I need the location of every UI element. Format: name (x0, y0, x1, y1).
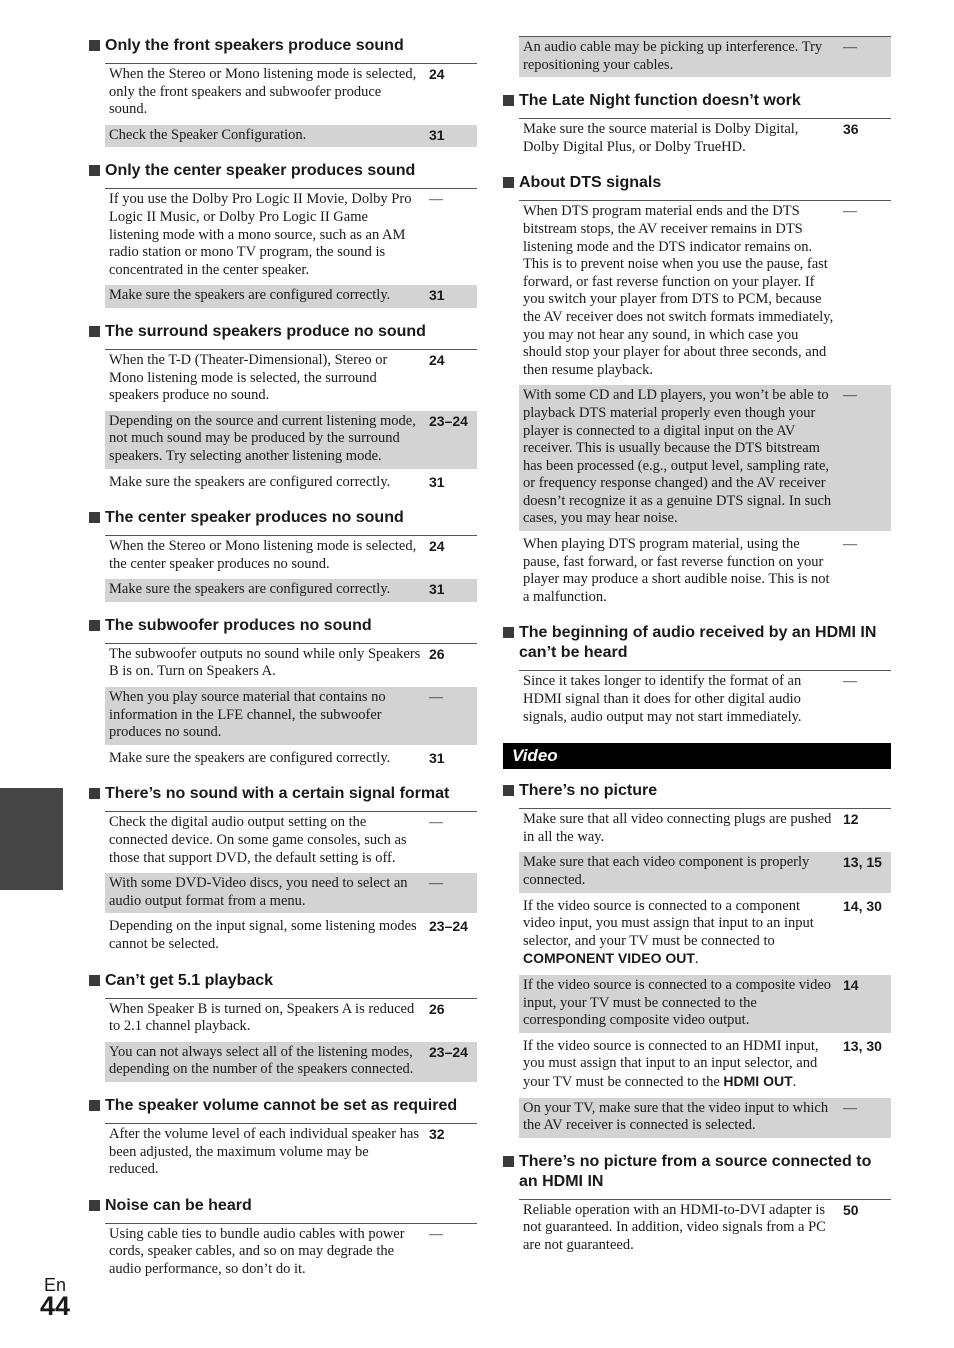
solution-text-body: Make sure that each video component is properly connected. (523, 854, 810, 888)
section-heading (89, 616, 477, 636)
table-row (105, 579, 477, 602)
page-reference: 14, 30 (843, 897, 882, 914)
page-reference: 13, 15 (843, 854, 882, 871)
solution-table (105, 188, 477, 308)
table-row (105, 64, 477, 122)
troubleshooting-section (503, 173, 891, 609)
table-row (105, 748, 477, 771)
section-title: There’s no sound with a certain signal format (105, 785, 450, 803)
page-reference: — (429, 815, 443, 831)
solution-text (523, 121, 841, 156)
solution-text (109, 646, 427, 681)
solution-text-body: Check the Speaker Configuration. (109, 126, 307, 143)
solution-text (109, 1001, 427, 1036)
sentence-end: . (792, 1073, 797, 1090)
solution-table (519, 1199, 891, 1258)
troubleshooting-section (89, 508, 477, 602)
page-reference: — (429, 1226, 443, 1242)
page-reference: — (843, 388, 857, 404)
solution-text (109, 1126, 427, 1179)
page-reference: 26 (429, 645, 445, 662)
solution-text (109, 413, 427, 466)
solution-text (109, 1044, 427, 1079)
page-reference: 24 (429, 538, 445, 555)
solution-table (519, 200, 891, 609)
table-row (105, 687, 477, 745)
table-row (105, 644, 477, 684)
solution-text (523, 811, 841, 846)
page-reference: 24 (429, 351, 445, 368)
left-column (89, 36, 477, 1296)
solution-text-body: When Speaker B is turned on, Speakers A is reduced to 2.1 channel playback. (109, 1000, 415, 1035)
solution-text-body: Reliable operation with an HDMI-to-DVI adapter is not guaranteed. In addition, video signals from a PC are not guaranteed. (523, 1201, 826, 1253)
table-row (105, 350, 477, 408)
solution-text-body: If the video source is connected to a component video input, you must assign that input to an input selector, and your TV must be connected to (523, 897, 814, 949)
square-bullet-icon (89, 326, 100, 337)
page-reference: — (843, 537, 857, 553)
page-reference: — (843, 674, 857, 690)
troubleshooting-section (503, 36, 891, 77)
solution-table (105, 535, 477, 602)
table-row (519, 896, 891, 972)
solution-text (523, 854, 841, 889)
troubleshooting-section (89, 1096, 477, 1182)
page-reference: — (429, 192, 443, 208)
solution-text (109, 875, 427, 910)
solution-text (523, 977, 841, 1030)
solution-text-body: Make sure that all video connecting plugs are pushed in all the way. (523, 811, 832, 845)
solution-text (109, 1226, 427, 1279)
square-bullet-icon (89, 512, 100, 523)
page-reference: 36 (843, 121, 859, 138)
page-reference: 31 (429, 581, 445, 598)
solution-text (109, 352, 427, 405)
section-heading (503, 1152, 891, 1192)
panel-label: COMPONENT VIDEO OUT (523, 950, 695, 967)
page-reference: 31 (429, 749, 445, 766)
solution-text-body: Make sure the speakers are configured correctly. (109, 287, 391, 304)
table-row (105, 472, 477, 495)
table-row (519, 1200, 891, 1258)
solution-text (109, 918, 427, 953)
solution-text (523, 203, 841, 379)
solution-table (105, 998, 477, 1082)
section-heading (503, 91, 891, 111)
solution-text-body: When the T-D (Theater-Dimensional), Stereo or Mono listening mode is selected, the surround speakers produce no sound. (109, 351, 388, 404)
square-bullet-icon (89, 1100, 100, 1111)
solution-table (105, 811, 477, 956)
right-column (503, 36, 891, 1272)
solution-text-body: Check the digital audio output setting on the connected device. On some game consoles, such as those that support DVD, the default setting is off. (109, 814, 407, 866)
solution-text (109, 474, 427, 492)
solution-table (105, 643, 477, 771)
solution-text (109, 538, 427, 573)
solution-text-body: Make sure the speakers are configured correctly. (109, 473, 391, 490)
solution-text (523, 1100, 841, 1135)
table-row (105, 189, 477, 282)
solution-text (523, 1038, 841, 1092)
section-title: The subwoofer produces no sound (105, 616, 372, 634)
page-reference: 31 (429, 287, 445, 304)
section-heading (503, 623, 891, 663)
square-bullet-icon (503, 177, 514, 188)
table-row (519, 671, 891, 729)
solution-text (109, 581, 427, 599)
solution-text-body: With some DVD-Video discs, you need to select an audio output format from a menu. (109, 875, 408, 909)
solution-text (109, 689, 427, 742)
page-reference: 26 (429, 1000, 445, 1017)
square-bullet-icon (503, 1156, 514, 1167)
solution-text-body: Make sure the speakers are configured correctly. (109, 749, 391, 766)
section-heading (89, 161, 477, 181)
section-title: The Late Night function doesn’t work (519, 92, 801, 110)
solution-text (523, 536, 841, 606)
panel-label-line (523, 950, 835, 969)
solution-table (519, 36, 891, 77)
page-reference: 32 (429, 1125, 445, 1142)
page-reference: — (429, 876, 443, 892)
troubleshooting-section (89, 616, 477, 771)
troubleshooting-section (503, 623, 891, 729)
solution-text (523, 1202, 841, 1255)
section-heading (89, 36, 477, 56)
table-row (105, 812, 477, 870)
solution-text-body: After the volume level of each individual speaker has been adjusted, the maximum volume may be reduced. (109, 1125, 420, 1178)
table-row (105, 916, 477, 956)
square-bullet-icon (503, 95, 514, 106)
troubleshooting-section (89, 784, 477, 956)
solution-text-body: If the video source is connected to a composite video input, your TV must be connected to the corresponding composite video output. (523, 976, 832, 1029)
table-row (105, 285, 477, 308)
panel-label: HDMI OUT (723, 1072, 793, 1089)
square-bullet-icon (503, 785, 514, 796)
section-title: There’s no picture from a source connected to an HDMI IN (519, 1152, 872, 1190)
section-title: The beginning of audio received by an HDMI IN can’t be heard (519, 624, 877, 662)
page-reference: 14 (843, 976, 859, 993)
troubleshooting-section (89, 36, 477, 147)
solution-text (109, 287, 427, 305)
page-language: En (44, 1275, 67, 1295)
solution-table (519, 118, 891, 159)
solution-text-body: With some CD and LD players, you won’t be able to playback DTS material properly even though your player is connected to a digital input on the AV receiver. This is usually because the DTS bitstream has been processed (e.g., output level, sampling rate, or frequency response changed) and the AV receiver doesn’t recognize it as a genuine DTS signal. In such cases, you may hear noise. (523, 387, 832, 527)
chapter-side-tab (0, 788, 63, 890)
section-heading (89, 508, 477, 528)
table-row (105, 125, 477, 148)
solution-table (105, 63, 477, 147)
solution-text (109, 814, 427, 867)
solution-text-body: Since it takes longer to identify the format of an HDMI signal than it does for other digital audio signals, audio output may not start immediately. (523, 673, 802, 725)
solution-text-body: The subwoofer outputs no sound while only Speakers B is on. Turn on Speakers A. (109, 645, 421, 680)
page-reference: — (843, 40, 857, 55)
section-title: Only the front speakers produce sound (105, 37, 404, 54)
section-title: There’s no picture (519, 782, 658, 800)
table-row (519, 119, 891, 159)
page-reference: 50 (843, 1201, 859, 1218)
solution-text-body: You can not always select all of the listening modes, depending on the number of the speakers connected. (109, 1043, 414, 1078)
section-title: The speaker volume cannot be set as required (105, 1096, 458, 1114)
page-number: 44 (40, 1291, 71, 1321)
solution-table (519, 808, 891, 1138)
table-row (105, 536, 477, 576)
table-row (105, 1042, 477, 1082)
solution-text (523, 39, 841, 74)
page-reference: — (843, 204, 857, 220)
solution-text (109, 66, 427, 119)
solution-text-body: Make sure the source material is Dolby Digital, Dolby Digital Plus, or Dolby TrueHD. (523, 121, 799, 155)
table-row (105, 873, 477, 913)
table-row (519, 37, 891, 77)
video-sections (503, 781, 891, 1257)
section-title: The surround speakers produce no sound (105, 322, 426, 340)
page-reference: — (429, 690, 443, 706)
section-heading (89, 971, 477, 991)
solution-text (109, 750, 427, 768)
section-heading (89, 1196, 477, 1216)
solution-text-body: Depending on the source and current listening mode, not much sound may be produced by the surround speakers. Try selecting another listening mode. (109, 412, 416, 464)
page-reference: 12 (843, 811, 859, 828)
square-bullet-icon (89, 165, 100, 176)
section-title: Noise can be heard (105, 1196, 252, 1214)
troubleshooting-section (89, 161, 477, 308)
table-row (519, 852, 891, 892)
video-section-header: Video (503, 743, 891, 769)
page-reference: 23–24 (429, 918, 468, 935)
table-row (519, 809, 891, 849)
table-row (105, 999, 477, 1039)
troubleshooting-section (89, 322, 477, 494)
solution-text (523, 673, 841, 726)
square-bullet-icon (89, 1200, 100, 1211)
panel-label-line (723, 1074, 796, 1090)
table-row (519, 534, 891, 609)
solution-table (105, 1123, 477, 1182)
square-bullet-icon (89, 40, 100, 51)
solution-text (523, 387, 841, 528)
table-row (519, 975, 891, 1033)
solution-text-body: When the Stereo or Mono listening mode is selected, only the front speakers and subwoofer produce sound. (109, 66, 417, 118)
page-reference: 31 (429, 473, 445, 490)
troubleshooting-section (503, 781, 891, 1138)
solution-text-body: On your TV, make sure that the video input to which the AV receiver is connected is selected. (523, 1099, 829, 1134)
table-row (105, 1224, 477, 1282)
solution-text (109, 191, 427, 279)
section-title: Can’t get 5.1 playback (105, 971, 274, 989)
square-bullet-icon (503, 627, 514, 638)
square-bullet-icon (89, 620, 100, 631)
page-reference: 13, 30 (843, 1037, 882, 1054)
square-bullet-icon (89, 788, 100, 799)
square-bullet-icon (89, 975, 100, 986)
section-heading (89, 784, 477, 804)
solution-text (109, 127, 427, 145)
page-reference: — (843, 1100, 857, 1116)
solution-table (105, 1223, 477, 1282)
solution-text-body: If you use the Dolby Pro Logic II Movie, Dolby Pro Logic II Music, or Dolby Pro Logic II Game listening mode with a mono source, such as an AM radio station or mono TV program, the sound is concentrated in the center speaker. (109, 191, 412, 278)
solution-table (105, 349, 477, 494)
troubleshooting-section (89, 971, 477, 1082)
solution-text-body: When playing DTS program material, using the pause, fast forward, or fast reverse function on your player may produce a short audible noise. This is not a malfunction. (523, 536, 830, 605)
page-reference: 24 (429, 66, 445, 82)
table-row (519, 385, 891, 531)
section-heading (503, 781, 891, 801)
solution-text-body: Depending on the input signal, some listening modes cannot be selected. (109, 918, 417, 952)
solution-text-body: An audio cable may be picking up interference. Try repositioning your cables. (523, 39, 823, 73)
section-title: Only the center speaker produces sound (105, 162, 416, 180)
section-heading (503, 173, 891, 193)
table-row (519, 1098, 891, 1138)
solution-text-body: Make sure the speakers are configured correctly. (109, 581, 391, 598)
solution-table (519, 670, 891, 729)
troubleshooting-section (503, 91, 891, 159)
section-title: The center speaker produces no sound (105, 509, 404, 527)
table-row (105, 411, 477, 469)
section-title: About DTS signals (519, 174, 662, 192)
solution-text-body: If the video source is connected to an HDMI input, you must assign that input to an input selector, and your TV must be connected to the (523, 1037, 819, 1090)
section-heading (89, 322, 477, 342)
page-reference: 23–24 (429, 1043, 468, 1060)
troubleshooting-section (89, 1196, 477, 1282)
section-heading (89, 1096, 477, 1116)
table-row (519, 201, 891, 382)
solution-text-body: When the Stereo or Mono listening mode is selected, the center speaker produces no sound. (109, 538, 417, 572)
troubleshooting-section (503, 1152, 891, 1258)
table-row (105, 1124, 477, 1182)
table-row (519, 1036, 891, 1095)
page-reference: 31 (429, 126, 445, 143)
sentence-end: . (694, 951, 699, 968)
solution-text-body: Using cable ties to bundle audio cables with power cords, speaker cables, and so on may degrade the audio performance, so don’t do it. (109, 1225, 405, 1277)
solution-text-body: When you play source material that contains no information in the LFE channel, the subwoofer produces no sound. (109, 689, 386, 741)
solution-text-body: When DTS program material ends and the DTS bitstream stops, the AV receiver remains in DTS listening mode and the DTS indicator remains on. This is to prevent noise when you use the pause, fast forward, or fast reverse function on your player. If you switch your player from DTS to PCM, because the AV receiver does not switch formats immediately, you may not hear any sound, in which case you should stop your player for about three seconds, and then resume playback. (523, 203, 834, 378)
solution-text (523, 898, 841, 969)
audio-continued-sections (503, 36, 891, 729)
page-reference: 23–24 (429, 412, 468, 429)
